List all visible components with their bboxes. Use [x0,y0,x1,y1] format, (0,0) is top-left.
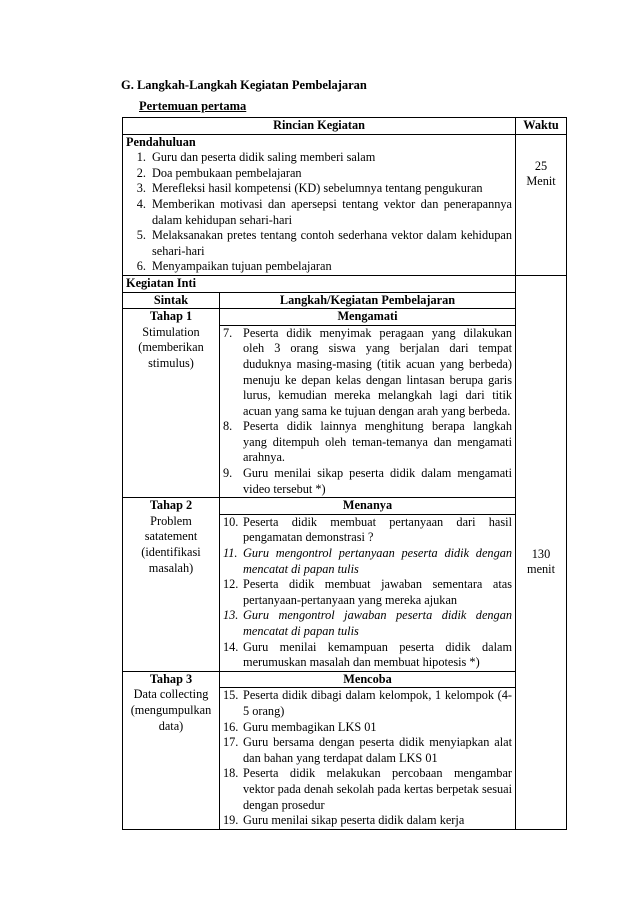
tahap3-list [223,688,512,828]
tahap3-label: Mencoba [220,671,516,688]
item-number: 7. [223,325,233,340]
tahap1-list [223,326,512,498]
item-text: Guru menilai kemampuan peserta didik dalam merumuskan masalah dan membuat hipotesis *) [243,639,513,670]
item-text: Doa pembukaan pembelajaran [152,165,302,180]
tahap1-sintak [123,309,220,498]
item-text: Guru mengontrol jawaban peserta didik dengan mencatat di papan tulis [243,608,513,638]
inti-title-row [123,275,567,292]
item-number: 16. [223,719,239,734]
item-number: 6. [136,259,146,274]
item-number: 1. [136,150,146,165]
item-number: 3. [136,181,146,196]
item-text: Peserta didik lainnya menghitung berapa langkah yang ditempuh oleh teman-temanya dan mengamati arahnya. [243,419,513,465]
tahap3-head-row [123,671,567,688]
item-text: Menyampaikan tujuan pembelajaran [152,259,332,274]
tahap2-label: Menanya [220,498,516,515]
item-text: Peserta didik membuat jawaban sementara atas pertanyaan-pertanyaan yang mereka ajukan [243,577,513,607]
tahap2-desc: Problem satatement (identifikasi masalah) [141,513,201,575]
list-item [223,813,512,829]
tahap3-name: Tahap 3 [149,671,193,686]
tahap2-sintak [123,498,220,672]
item-text: Guru membagikan LKS 01 [243,719,377,734]
pendahuluan-row [123,134,567,275]
pendahuluan-title: Pendahuluan [126,134,196,149]
list-item [223,735,512,766]
item-number: 14. [223,639,239,654]
item-number: 2. [136,165,146,180]
pendahuluan-waktu: 25 Menit [516,134,567,275]
item-number: 9. [223,466,233,481]
list-item [223,546,512,577]
table-header-row [123,118,567,135]
item-number: 18. [223,766,239,781]
list-item [126,228,512,259]
list-item [126,259,512,275]
header-rincian: Rincian Kegiatan [123,118,516,135]
item-number: 10. [223,514,239,529]
col-langkah: Langkah/Kegiatan Pembelajaran [220,292,516,309]
section-heading: G. Langkah-Langkah Kegiatan Pembelajaran [121,78,367,92]
item-number: 17. [223,735,239,750]
tahap3-steps [220,688,516,829]
item-number: 11. [223,546,238,561]
pendahuluan-list [126,150,512,275]
list-item [126,197,512,228]
item-text: Peserta didik menyimak peragaan yang dilakukan oleh 3 orang siswa yang berjalan dari tempat duduknya masing-masing (titik acuan yang berbeda) menuju ke depan kelas dengan lintasan berupa garis lurus, kemudian mereka melangkah lagi dari titik acuan yang sama ke tujuan dengan arah yang berbeda. [243,325,513,418]
activity-table [122,117,567,830]
item-text: Peserta didik dibagi dalam kelompok, 1 kelompok (4-5 orang) [243,688,513,718]
col-sintak: Sintak [123,292,220,309]
inti-waktu: 130 menit [516,275,567,829]
item-number: 4. [136,196,146,211]
list-item [223,766,512,813]
list-item [223,515,512,546]
list-item [126,181,512,197]
tahap2-name: Tahap 2 [149,498,193,513]
tahap2-list [223,515,512,671]
item-number: 13. [223,608,239,623]
tahap1-steps [220,325,516,498]
item-number: 15. [223,688,239,703]
item-text: Guru dan peserta didik saling memberi salam [152,150,376,165]
tahap2-head-row [123,498,567,515]
list-item [223,720,512,736]
item-number: 8. [223,419,233,434]
list-item [223,577,512,608]
list-item [223,640,512,671]
pendahuluan-cell [123,134,516,275]
item-text: Guru mengontrol pertanyaan peserta didik dengan mencatat di papan tulis [243,546,513,576]
list-item [223,466,512,497]
tahap2-steps [220,514,516,671]
inti-col-header-row [123,292,567,309]
list-item [223,419,512,466]
list-item [126,150,512,166]
tahap3-sintak [123,671,220,829]
tahap1-name: Tahap 1 [149,309,193,324]
item-text: Merefleksi hasil kompetensi (KD) sebelumnya tentang pengukuran [152,181,483,196]
item-number: 19. [223,813,239,828]
item-text: Guru bersama dengan peserta didik menyiapkan alat dan bahan yang terdapat dalam LKS 01 [243,735,513,765]
list-item [126,166,512,182]
item-text: Guru menilai sikap peserta didik dalam kerja [243,813,465,828]
item-text: Guru menilai sikap peserta didik dalam mengamati video tersebut *) [243,466,513,496]
header-waktu: Waktu [516,118,567,135]
tahap1-desc: Stimulation (memberikan stimulus) [138,324,204,370]
item-text: Memberikan motivasi dan apersepsi tentang vektor dan penerapannya dalam kehidupan sehari-hari [152,196,513,227]
item-number: 12. [223,577,239,592]
meeting-subheading: Pertemuan pertama [139,99,247,113]
list-item [223,326,512,420]
list-item [223,608,512,639]
inti-title: Kegiatan Inti [123,275,516,292]
tahap3-desc: Data collecting (mengumpulkan data) [130,687,212,733]
tahap1-head-row [123,309,567,326]
item-number: 5. [136,228,146,243]
item-text: Peserta didik membuat pertanyaan dari hasil pengamatan demonstrasi ? [243,514,513,545]
list-item [223,688,512,719]
item-text: Peserta didik melakukan percobaan mengambar vektor pada denah sekolah pada kertas berpetak sesuai dengan prosedur [243,766,513,812]
item-text: Melaksanakan pretes tentang contoh sederhana vektor dalam kehidupan sehari-hari [152,228,513,258]
tahap1-label: Mengamati [220,309,516,326]
